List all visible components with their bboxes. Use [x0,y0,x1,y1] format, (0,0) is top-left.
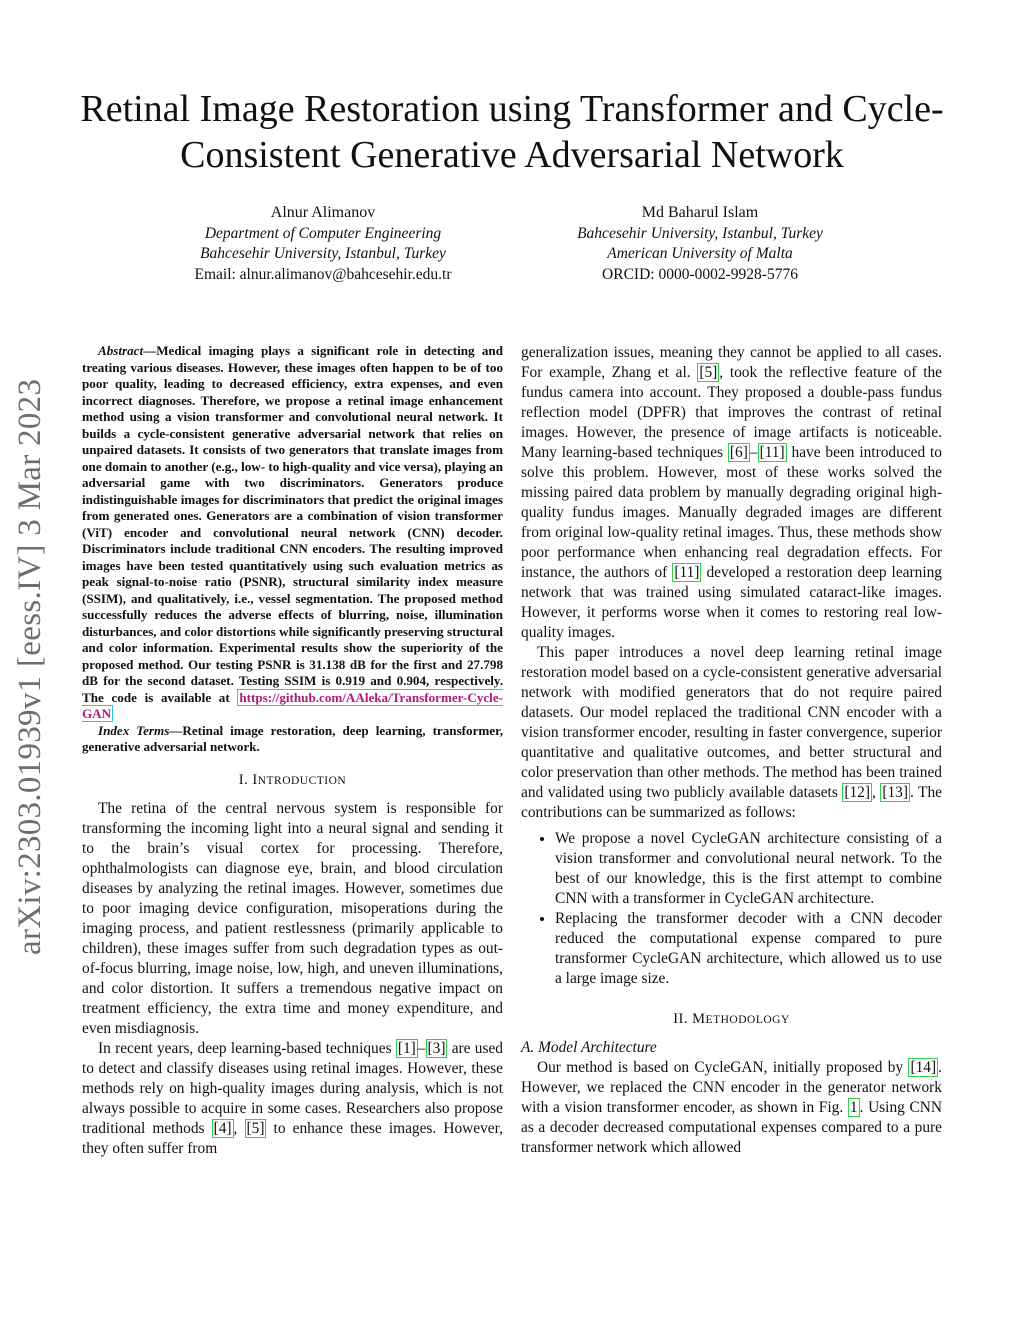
author-affiliation: American University of Malta [607,245,793,262]
author-orcid: ORCID: 0000-0002-9928-5776 [602,265,798,283]
list-item: • Replacing the transformer decoder with a CNN decoder reduced the computational expense compared to pure transformer CycleGAN architecture, which allowed us to use a large image size. [555,909,942,989]
section-heading-introduction: I. INTRODUCTION [238,771,347,788]
citation-link[interactable]: [6] [729,444,748,461]
citation-link[interactable]: [4] [213,1119,232,1137]
citation-link[interactable]: [11] [674,564,700,581]
abstract-text: —Medical imaging plays a significant role in detecting and treating various diseases. However, these images often happen to be of too poor quality, leading to decreased efficiency, extra expenses, and even incorrect diagnoses. Therefore, we propose a retinal image enhancement method using a vision transformer and convolutional neural network. It builds a cycle-consistent generative adversarial network that relies on unpaired datasets. It consists of two generators that translate images from one domain to another (e.g., low- to high-quality and vice versa), playing an adversarial game with two discriminators. Generators produce indistinguishable images for discriminators that predict the original images from generated ones. Generators are a combination of vision transformer (ViT) encoder and convolutional neural network (CNN) decoder. Discriminators include traditional CNN encoders. The resulting improved images have been tested quantitatively using such evaluation metrics as peak signal-to-noise ratio (PSNR), structural similarity index measure (SSIM), and qualitatively, i.e., vessel segmentation. The proposed method successfully reduces the adverse effects of blurring, noise, illumination disturbances, and color distortions while significantly preserving structural and color information. Experimental results show the superiority of the proposed method. Our testing PSNR is 31.138 dB for the first and 27.798 dB for the second dataset. Testing SSIM is 0.919 and 0.904, respectively. The code is available at [82,343,503,705]
method-paragraph-1: Our method is based on CycleGAN, initially proposed by [14] . However, we replaced the CNN encoder in the generator network with a vision transformer encoder, as shown in Fig. 1 . Using CNN as a decoder decreased computational expenses compared to a pure transformer network which allowed [521,1059,942,1156]
citation-link[interactable]: [13] [882,784,908,801]
abstract [82,343,503,723]
intro-paragraph-2: In recent years, deep learning-based techniques [1] – [3] are used to detect and classify diseases using retinal images. However, these methods rely on high-quality images during analysis, which is not always possible to acquire in some cases. Researchers also propose traditional methods [4] , [5] to enhance these images. However, they often suffer from [82,1039,503,1157]
paper-title: Retinal Image Restoration using Transformer and Cycle-Consistent Generative Adversarial Network [80,88,944,176]
arxiv-identifier: arXiv:2303.01939v1 [eess.IV] 3 Mar 2023 [12,378,48,955]
author-block-1 [103,203,543,285]
subsection-heading-model-architecture: A. Model Architecture [521,1039,657,1056]
citation-link[interactable]: [5] [246,1119,265,1137]
left-column [82,343,503,1159]
index-terms-text: —Retinal image restoration, deep learning, transformer, generative adversarial network. [82,722,503,754]
citation-link[interactable]: [1] [397,1039,416,1057]
citation-link[interactable]: [11] [759,444,785,461]
citation-link[interactable]: [5] [699,364,718,381]
index-terms [82,723,503,756]
author-email: Email: alnur.alimanov@bahcesehir.edu.tr [194,265,452,283]
right-paragraph-1: generalization issues, meaning they cannot be applied to all cases. For example, Zhang et al. [5] , took the reflective feature of the fundus camera into account. They proposed a double-pass fundus reflection model (DPFR) that improves the contrast of retinal images. However, the presence of image artifacts is noticeable. Many learning-based techniques [6] – [11] have been introduced to solve this problem. However, most of these works solved the missing paired data problem by manually degrading original high-quality fundus images. Manually degraded images are different from original low-quality retinal images. Thus, these methods show poor performance when enhancing real degradation effects. For instance, the authors of [11] developed a restoration deep learning network that was trained using simulated cataract-like images. However, it performs worse when it comes to restoring real low-quality images. [521,344,942,641]
citation-link[interactable]: [12] [844,784,870,801]
author-name: Alnur Alimanov [270,204,376,221]
code-link[interactable]: https://github.com/AAleka/Transformer-Cycle-GAN [82,689,503,721]
figure-link[interactable]: 1 [849,1099,858,1116]
intro-paragraph-1: The retina of the central nervous system is responsible for transforming the incoming light into a neural signal and sending it to the brain’s visual cortex for processing. Therefore, ophthalmologists can diagnose eye, brain, and blood circulation diseases by analyzing the retinal images. However, sometimes due to poor imaging device configuration, misoperations during the imaging process, and patient restlessness (primarily applicable to children), these images suffer from such degradation types as out-of-focus blurring, image noise, low, high, and uneven illuminations, and color distortion. It suffers a tremendous negative impact on treatment efficiency, the extra time and money expenditure, and even misdiagnosis. [82,799,503,1037]
abstract-label: Abstract [98,343,144,358]
right-column [521,343,942,1158]
author-block-2 [480,203,920,285]
author-affiliation: Bahcesehir University, Istanbul, Turkey [200,245,446,262]
author-affiliation: Department of Computer Engineering [204,224,442,242]
citation-link[interactable]: [14] [910,1059,937,1076]
right-paragraph-2: This paper introduces a novel deep learning retinal image restoration model based on a cycle-consistent generative adversarial network with modified generators that do not require paired datasets. Our model replaced the traditional CNN encoder with a vision transformer encoder, resulting in faster convergence, superior quantitative and qualitative outcomes, and better structural and color preservation than other methods. The method has been trained and validated using two publicly available datasets [12] , [13] . The contributions can be summarized as follows: [521,644,942,821]
contributions-list [521,829,942,989]
list-item: • We propose a novel CycleGAN architecture consisting of a vision transformer and convolutional neural network. To the best of our knowledge, this is the first attempt to combine CNN with a transformer in CycleGAN architecture. [555,829,942,909]
author-affiliation: Bahcesehir University, Istanbul, Turkey [577,224,823,242]
author-name: Md Baharul Islam [641,204,759,221]
index-terms-label: Index Terms [98,722,170,738]
section-heading-methodology: II. METHODOLOGY [673,1011,790,1027]
citation-link[interactable]: [3] [427,1039,446,1057]
